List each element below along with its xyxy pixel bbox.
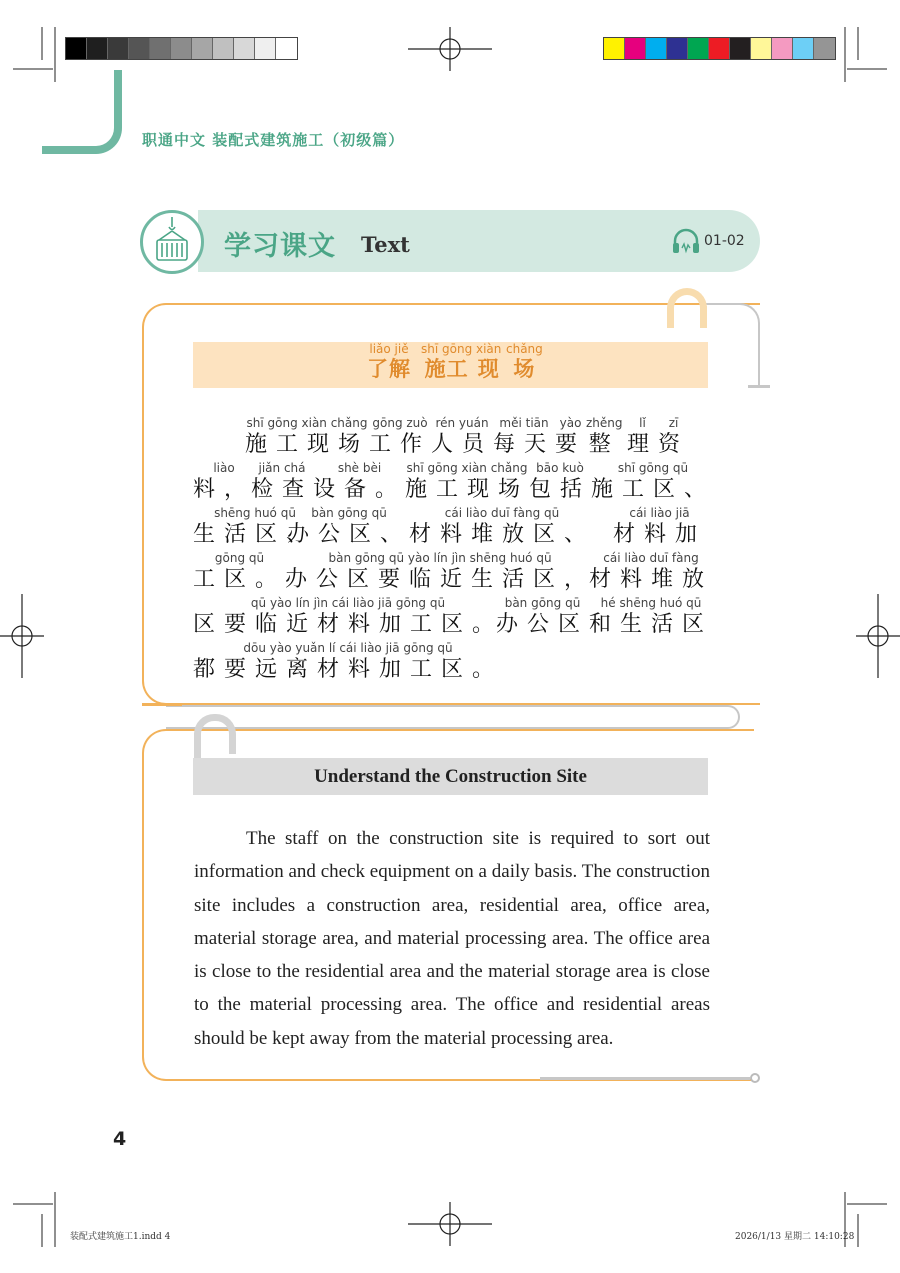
pinyin: chǎng [506,342,543,356]
pinyin: cái liào duī fàng qū [444,506,560,520]
hanzi: 了解 [367,357,411,381]
word [589,595,713,638]
pinyin: liào [213,461,235,475]
section-title: 学习课文 [224,231,336,262]
pinyin: shī gōng [421,342,473,356]
hanzi: 检查 [251,477,314,502]
title-word [506,342,543,381]
word [285,550,595,593]
print-slug-date: 2026/1/13 星期二 14:10:28 [735,1232,855,1242]
word [431,415,493,458]
word [409,505,595,548]
word [313,460,406,503]
word [555,415,586,458]
word [591,460,715,503]
pinyin: zhěng [586,416,623,430]
frame-decoration [748,385,770,388]
hanzi: 要 [555,432,587,457]
hanzi: 办公区、 [287,522,412,547]
pinyin: shēng huó qū [214,506,296,520]
pinyin: jiǎn chá [258,461,306,475]
lesson-line [193,640,710,685]
word [613,505,706,548]
registration-mark-left [0,594,44,678]
hanzi: 现 [477,357,500,381]
word [496,595,589,638]
headphone-icon[interactable] [671,228,701,260]
lesson-line [193,550,714,595]
pinyin: bàn gōng qū yào lín jìn shēng huó qū [328,551,552,565]
hanzi: 施工区、 [591,477,716,502]
pinyin: shī gōng qū [617,461,689,475]
pinyin: dōu yào yuǎn lí cái liào jiā gōng qū [243,641,453,655]
frame-decoration [700,303,760,387]
hanzi: 区要临近材料加工区。 [193,612,504,637]
print-slug-file: 装配式建筑施工1.indd 4 [70,1232,171,1242]
frame-decoration [166,705,740,729]
pinyin: gōng zuò [372,416,428,430]
pinyin: bàn gōng qū [504,596,581,610]
pinyin: qū yào lín jìn cái liào jiā gōng qū [250,596,446,610]
hanzi: 料， [193,477,256,502]
hanzi: 和生活区 [589,612,714,637]
frame-decoration [540,1077,750,1080]
hanzi: 办公区 [496,612,590,637]
word [193,595,503,638]
hanzi: 资 [658,432,690,457]
hanzi: 生活区、 [193,522,318,547]
section-title-en: Text [361,232,410,257]
hanzi: 施工现场 [245,432,370,457]
pinyin: gōng qū [214,551,265,565]
registration-mark-bottom [408,1202,492,1246]
hanzi: 都要远离材料加工区。 [193,657,504,682]
word [493,415,555,458]
running-head: 职通中文 装配式建筑施工（初级篇） [142,131,405,149]
word [193,640,503,683]
frame-hook-decoration [194,733,201,759]
hanzi: 整 [588,432,620,457]
frame-decoration [142,703,182,706]
hanzi: 材料加 [613,522,707,547]
hanzi: 施工 [424,357,469,381]
hanzi: 每天 [493,432,556,457]
word [193,460,255,503]
crane-container-icon [140,210,204,274]
hanzi: 场 [513,357,536,381]
word [405,460,529,503]
pinyin: měi tiān [499,416,549,430]
lesson-line [193,595,714,640]
word [586,415,623,458]
pinyin: cái liào jiā [629,506,690,520]
registration-mark-top [408,27,492,71]
lesson-line [193,460,716,505]
translation-body: The staff on the construction site is required to sort out information and check equipment on a daily basis. The construction site includes a construction area, residential area, office area, material storage area, and material processing area. The office area is close to the residential area and the material storage area is close to the material processing area. The office and residential areas should be kept away from the material processing area. [194,828,710,1049]
pinyin: xiàn [476,342,502,356]
hanzi: 材料堆放 [589,567,714,592]
hanzi: 材料堆放区、 [409,522,596,547]
lesson-title [193,342,708,388]
word [529,460,591,503]
pinyin: hé shēng huó qū [600,596,702,610]
header-accent-arc [42,70,122,154]
hanzi: 工作 [369,432,432,457]
title-word [421,342,472,381]
word [589,550,713,593]
page-number: 4 [113,1128,127,1150]
hanzi: 工区。 [193,567,287,592]
hanzi: 理 [627,432,659,457]
hanzi: 施工现场 [405,477,530,502]
pinyin: yào [559,416,582,430]
pinyin: rén yuán [435,416,489,430]
lesson-line [193,415,710,460]
hanzi: 包括 [529,477,592,502]
word [245,415,369,458]
word [369,415,431,458]
audio-track-code: 01-02 [704,233,745,249]
pinyin: lǐ [639,416,646,430]
pinyin: shī gōng xiàn chǎng [406,461,528,475]
word [627,415,658,458]
word [193,550,286,593]
pinyin: shī gōng xiàn chǎng [246,416,368,430]
pinyin: bāo kuò [536,461,584,475]
pinyin: shè bèi [337,461,382,475]
word [658,415,689,458]
registration-mark-right [856,594,900,678]
frame-decoration [750,1073,760,1083]
translation-title: Understand the Construction Site [193,758,708,795]
pinyin: bàn gōng qū [311,506,387,520]
pinyin: zī [668,416,679,430]
pinyin: liǎo jiě [369,342,409,356]
title-word [476,342,501,381]
title-word [367,342,411,381]
hanzi: 人员 [431,432,494,457]
word [251,460,313,503]
pinyin: cái liào duī fàng [603,551,699,565]
hanzi: 办公区要临近生活区， [285,567,596,592]
hanzi: 设备。 [313,477,407,502]
frame-hook-decoration [700,306,707,326]
word [287,505,411,548]
lesson-line [193,505,710,550]
